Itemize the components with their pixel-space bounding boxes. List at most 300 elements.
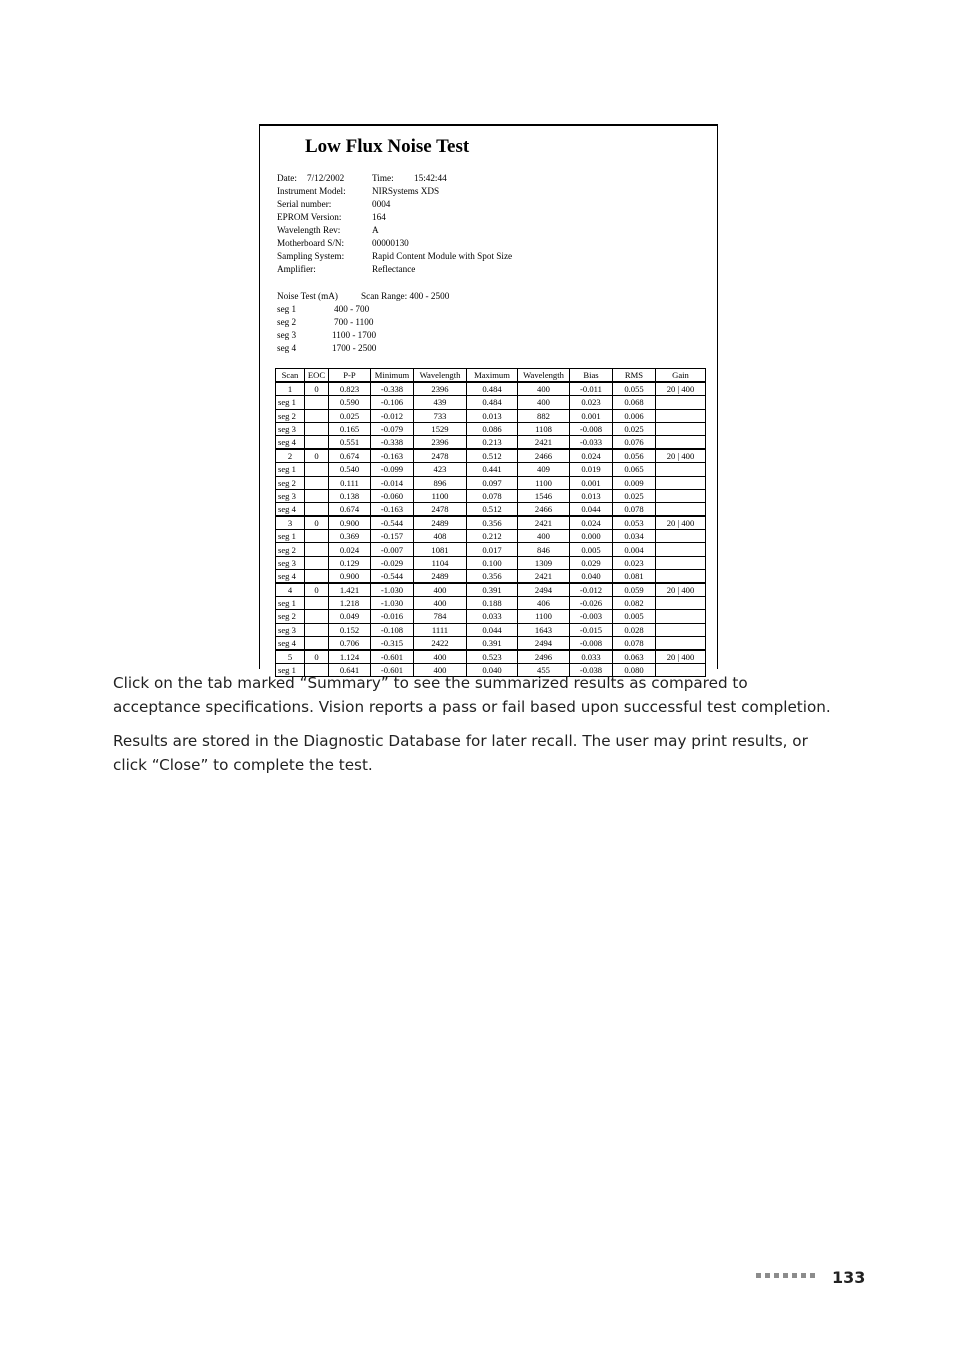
table-cell: 0	[305, 449, 329, 463]
table-cell: -0.038	[570, 664, 613, 677]
table-cell	[305, 597, 329, 610]
report-title: Low Flux Noise Test	[305, 136, 470, 157]
column-header-scan: Scan	[276, 369, 305, 383]
table-cell: 20 | 400	[656, 583, 706, 597]
info-value: 00000130	[372, 238, 409, 248]
info-row-wavelength-rev	[277, 224, 697, 237]
column-header-rms: RMS	[613, 369, 656, 383]
table-cell: seg 2	[276, 409, 305, 422]
table-cell: 0.512	[467, 449, 518, 463]
table-row	[276, 396, 706, 409]
info-label: EPROM Version:	[277, 212, 342, 222]
table-cell: -0.315	[371, 636, 414, 650]
table-cell: 0.078	[613, 636, 656, 650]
table-cell: -0.026	[570, 597, 613, 610]
table-cell: -0.060	[371, 489, 414, 502]
table-cell: 0.065	[613, 463, 656, 476]
table-cell: 0.551	[329, 435, 371, 449]
table-row	[276, 409, 706, 422]
table-cell: 882	[518, 409, 570, 422]
table-cell: 0.006	[613, 409, 656, 422]
table-cell: 0.029	[570, 556, 613, 569]
table-cell: 0.356	[467, 516, 518, 530]
table-cell: -0.338	[371, 382, 414, 396]
table-cell: 0.059	[613, 583, 656, 597]
table-cell: 0.005	[613, 610, 656, 623]
table-cell: -0.157	[371, 530, 414, 543]
table-cell: seg 2	[276, 543, 305, 556]
table-cell: 439	[414, 396, 467, 409]
table-cell: 5	[276, 650, 305, 664]
table-cell: 2494	[518, 583, 570, 597]
table-cell	[305, 556, 329, 569]
table-cell: seg 1	[276, 530, 305, 543]
info-label: Instrument Model:	[277, 186, 346, 196]
table-cell: 1643	[518, 623, 570, 636]
table-cell: -0.007	[371, 543, 414, 556]
table-cell: -0.106	[371, 396, 414, 409]
time-value: 15:42:44	[414, 173, 447, 183]
table-cell: 0.025	[329, 409, 371, 422]
table-cell	[656, 636, 706, 650]
footer-dots-decoration	[756, 1273, 815, 1278]
table-cell: 0.212	[467, 530, 518, 543]
table-header-row	[276, 369, 706, 383]
segment-range: 400 - 700	[334, 304, 370, 314]
column-header-bias: Bias	[570, 369, 613, 383]
column-header-eoc: EOC	[305, 369, 329, 383]
table-cell: 0.900	[329, 569, 371, 583]
table-cell	[305, 502, 329, 516]
table-cell: 1309	[518, 556, 570, 569]
table-cell	[305, 435, 329, 449]
table-cell: 0.019	[570, 463, 613, 476]
table-cell: 2489	[414, 516, 467, 530]
table-cell: seg 4	[276, 569, 305, 583]
table-cell: -0.029	[371, 556, 414, 569]
table-cell: 0	[305, 382, 329, 396]
table-cell: 0.049	[329, 610, 371, 623]
table-row	[276, 610, 706, 623]
table-cell: 0	[305, 516, 329, 530]
table-row	[276, 636, 706, 650]
table-cell: seg 1	[276, 597, 305, 610]
table-cell	[305, 396, 329, 409]
table-cell: 0.590	[329, 396, 371, 409]
table-cell: 0.078	[613, 502, 656, 516]
table-cell: -0.008	[570, 636, 613, 650]
table-cell	[656, 409, 706, 422]
table-cell: 0.024	[570, 449, 613, 463]
table-cell: 2422	[414, 636, 467, 650]
table-cell	[656, 597, 706, 610]
table-cell: 0.076	[613, 435, 656, 449]
table-cell: 0.055	[613, 382, 656, 396]
table-cell	[656, 422, 706, 435]
table-cell: -0.601	[371, 650, 414, 664]
table-row	[276, 435, 706, 449]
table-cell: 0.086	[467, 422, 518, 435]
table-cell	[305, 543, 329, 556]
table-cell: 2478	[414, 449, 467, 463]
table-body	[276, 382, 706, 677]
info-row-eprom-version	[277, 211, 697, 224]
segment-item	[277, 342, 477, 355]
table-cell: -0.016	[371, 610, 414, 623]
table-cell: 0.138	[329, 489, 371, 502]
table-cell: seg 3	[276, 623, 305, 636]
table-cell: 2494	[518, 636, 570, 650]
table-cell: -1.030	[371, 583, 414, 597]
page-number: 133	[832, 1268, 866, 1287]
table-row	[276, 476, 706, 489]
table-cell: seg 3	[276, 556, 305, 569]
info-value: A	[372, 225, 379, 235]
table-cell: 0.356	[467, 569, 518, 583]
table-cell: 846	[518, 543, 570, 556]
table-cell: 0.044	[570, 502, 613, 516]
segment-item	[277, 329, 477, 342]
info-value: NIRSystems XDS	[372, 186, 440, 196]
table-cell: 400	[518, 396, 570, 409]
info-label: Sampling System:	[277, 251, 345, 261]
table-cell: 423	[414, 463, 467, 476]
table-cell: 1529	[414, 422, 467, 435]
table-cell: 0.040	[467, 664, 518, 677]
table-cell: 0.068	[613, 396, 656, 409]
table-cell	[656, 489, 706, 502]
table-cell	[305, 530, 329, 543]
table-cell: 0.369	[329, 530, 371, 543]
table-cell: 2496	[518, 650, 570, 664]
table-cell: 0.044	[467, 623, 518, 636]
table-cell	[305, 569, 329, 583]
table-cell: 0.033	[570, 650, 613, 664]
segment-range: 700 - 1100	[334, 317, 374, 327]
table-cell: 0.641	[329, 664, 371, 677]
table-cell: 400	[414, 597, 467, 610]
column-header-p-p: P-P	[329, 369, 371, 383]
info-row-sampling-system	[277, 250, 697, 263]
date-label: Date:	[277, 173, 297, 183]
table-cell: 1111	[414, 623, 467, 636]
column-header-min-wavelength: Wavelength	[414, 369, 467, 383]
table-row	[276, 516, 706, 530]
paragraph-results-stored: Results are stored in the Diagnostic Database for later recall. The user may print results, or click “Close” to complete the test.	[113, 732, 808, 774]
noise-test-line	[277, 290, 697, 303]
table-cell: 2466	[518, 449, 570, 463]
table-cell: 0.056	[613, 449, 656, 463]
table-cell	[305, 422, 329, 435]
column-header-minimum: Minimum	[371, 369, 414, 383]
table-cell: 0.004	[613, 543, 656, 556]
table-cell: -0.544	[371, 569, 414, 583]
table-cell: 2466	[518, 502, 570, 516]
info-row-instrument-model	[277, 185, 697, 198]
segment-range: 1700 - 2500	[332, 343, 377, 353]
table-cell: 20 | 400	[656, 382, 706, 396]
info-row-amplifier	[277, 263, 697, 276]
instrument-info	[277, 185, 697, 277]
table-cell: 0.080	[613, 664, 656, 677]
table-cell: 0.001	[570, 476, 613, 489]
table-cell	[305, 623, 329, 636]
table-cell: 400	[414, 650, 467, 664]
table-cell: 2396	[414, 382, 467, 396]
table-cell: -0.163	[371, 449, 414, 463]
table-cell: 409	[518, 463, 570, 476]
table-cell: 408	[414, 530, 467, 543]
table-cell: 0.706	[329, 636, 371, 650]
table-cell: 784	[414, 610, 467, 623]
paragraph-summary-tab: Click on the tab marked “Summary” to see the summarized results as compared to acceptance specifications. Vision reports a pass or fail based upon successful test completion.	[113, 674, 831, 716]
table-cell	[305, 636, 329, 650]
table-cell: 455	[518, 664, 570, 677]
table-cell: 0.523	[467, 650, 518, 664]
table-cell: seg 3	[276, 422, 305, 435]
table-cell: -0.014	[371, 476, 414, 489]
table-cell: 0.188	[467, 597, 518, 610]
table-cell	[656, 543, 706, 556]
table-row	[276, 530, 706, 543]
table-row	[276, 382, 706, 396]
table-cell: seg 2	[276, 610, 305, 623]
table-cell: 400	[518, 382, 570, 396]
table-cell	[305, 463, 329, 476]
table-cell: -0.338	[371, 435, 414, 449]
table-row	[276, 569, 706, 583]
table-cell: -0.163	[371, 502, 414, 516]
table-row	[276, 543, 706, 556]
table-cell: 0.111	[329, 476, 371, 489]
table-cell	[656, 610, 706, 623]
table-cell: 0.674	[329, 449, 371, 463]
column-header-gain: Gain	[656, 369, 706, 383]
table-cell: 1	[276, 382, 305, 396]
info-row-serial-number	[277, 198, 697, 211]
table-cell: -0.108	[371, 623, 414, 636]
table-cell: 0.391	[467, 583, 518, 597]
table-cell: -0.601	[371, 664, 414, 677]
table-cell: 0.028	[613, 623, 656, 636]
table-cell: seg 4	[276, 636, 305, 650]
table-cell: 2421	[518, 569, 570, 583]
table-cell	[656, 556, 706, 569]
table-cell: 0.484	[467, 382, 518, 396]
table-row	[276, 502, 706, 516]
table-cell: 0.900	[329, 516, 371, 530]
table-cell: -0.099	[371, 463, 414, 476]
report-screenshot	[259, 124, 718, 676]
table-cell: seg 4	[276, 502, 305, 516]
table-cell: 1.218	[329, 597, 371, 610]
info-value: 0004	[372, 199, 391, 209]
table-row	[276, 463, 706, 476]
table-cell: 0.081	[613, 569, 656, 583]
table-cell: seg 4	[276, 435, 305, 449]
info-row-motherboard-sn	[277, 237, 697, 250]
table-cell: 406	[518, 597, 570, 610]
table-cell: 1108	[518, 422, 570, 435]
segment-label: seg 1	[277, 304, 297, 314]
table-cell	[305, 489, 329, 502]
info-label: Serial number:	[277, 199, 332, 209]
table-cell: 0.000	[570, 530, 613, 543]
table-row	[276, 623, 706, 636]
table-cell: 0.484	[467, 396, 518, 409]
table-cell	[656, 502, 706, 516]
table-cell: 0.512	[467, 502, 518, 516]
table-cell	[656, 435, 706, 449]
table-cell: 1.124	[329, 650, 371, 664]
table-cell: 2421	[518, 516, 570, 530]
table-cell: 1546	[518, 489, 570, 502]
table-cell: 20 | 400	[656, 516, 706, 530]
table-cell: -0.544	[371, 516, 414, 530]
table-cell: 0.024	[570, 516, 613, 530]
table-cell: 2	[276, 449, 305, 463]
table-cell: 2478	[414, 502, 467, 516]
scan-range: Scan Range: 400 - 2500	[361, 291, 450, 301]
table-cell: 20 | 400	[656, 449, 706, 463]
table-cell: 0.097	[467, 476, 518, 489]
info-label: Motherboard S/N:	[277, 238, 345, 248]
table-cell: 0.034	[613, 530, 656, 543]
table-cell: 0.023	[613, 556, 656, 569]
noise-test-label: Noise Test (mA)	[277, 291, 338, 301]
table-row	[276, 650, 706, 664]
table-cell: 0.674	[329, 502, 371, 516]
table-cell: 2489	[414, 569, 467, 583]
table-cell: 0.152	[329, 623, 371, 636]
table-cell: -0.011	[570, 382, 613, 396]
table-cell: 2421	[518, 435, 570, 449]
table-cell: -0.079	[371, 422, 414, 435]
table-cell: 0	[305, 650, 329, 664]
table-cell: 0.823	[329, 382, 371, 396]
table-cell: seg 3	[276, 489, 305, 502]
date-time-line	[277, 172, 697, 185]
table-cell: 20 | 400	[656, 650, 706, 664]
table-cell: -0.012	[371, 409, 414, 422]
table-cell: 733	[414, 409, 467, 422]
table-cell: 400	[414, 664, 467, 677]
table-cell	[656, 623, 706, 636]
table-cell: seg 1	[276, 396, 305, 409]
table-cell: -0.033	[570, 435, 613, 449]
table-row	[276, 597, 706, 610]
table-cell: 0.053	[613, 516, 656, 530]
table-cell: -0.003	[570, 610, 613, 623]
table-cell	[305, 476, 329, 489]
date-value: 7/12/2002	[307, 173, 345, 183]
segment-label: seg 4	[277, 343, 297, 353]
column-header-max-wavelength: Wavelength	[518, 369, 570, 383]
table-cell: 0.165	[329, 422, 371, 435]
table-cell: 0.082	[613, 597, 656, 610]
table-cell: 0.040	[570, 569, 613, 583]
segment-label: seg 2	[277, 317, 297, 327]
table-cell	[656, 530, 706, 543]
table-cell: 0.213	[467, 435, 518, 449]
table-cell: seg 1	[276, 664, 305, 677]
table-cell: 4	[276, 583, 305, 597]
table-cell: 0	[305, 583, 329, 597]
table-cell: 1104	[414, 556, 467, 569]
table-cell	[656, 396, 706, 409]
table-cell: seg 1	[276, 463, 305, 476]
table-cell: 0.441	[467, 463, 518, 476]
table-cell: 0.005	[570, 543, 613, 556]
table-cell: 0.009	[613, 476, 656, 489]
table-cell: 0.001	[570, 409, 613, 422]
segment-item	[277, 303, 477, 316]
table-cell: 400	[414, 583, 467, 597]
table-cell: 896	[414, 476, 467, 489]
table-row	[276, 422, 706, 435]
info-value: Reflectance	[372, 264, 416, 274]
table-cell: 1081	[414, 543, 467, 556]
table-cell: 0.025	[613, 489, 656, 502]
table-cell: 0.078	[467, 489, 518, 502]
segment-range: 1100 - 1700	[332, 330, 377, 340]
table-cell: 0.100	[467, 556, 518, 569]
table-row	[276, 449, 706, 463]
segment-label: seg 3	[277, 330, 297, 340]
table-cell	[656, 463, 706, 476]
table-cell: 0.025	[613, 422, 656, 435]
table-cell: 0.013	[570, 489, 613, 502]
table-cell: 3	[276, 516, 305, 530]
table-row	[276, 556, 706, 569]
table-cell	[656, 476, 706, 489]
info-label: Amplifier:	[277, 264, 316, 274]
segment-item	[277, 316, 477, 329]
info-label: Wavelength Rev:	[277, 225, 341, 235]
table-cell: 1100	[518, 610, 570, 623]
table-row	[276, 583, 706, 597]
column-header-maximum: Maximum	[467, 369, 518, 383]
segment-list	[277, 303, 477, 357]
table-cell: 1100	[414, 489, 467, 502]
table-cell: 0.391	[467, 636, 518, 650]
table-cell: 1.421	[329, 583, 371, 597]
time-label: Time:	[372, 173, 394, 183]
table-cell: seg 2	[276, 476, 305, 489]
table-cell: 0.129	[329, 556, 371, 569]
table-cell	[656, 569, 706, 583]
table-cell: 2396	[414, 435, 467, 449]
table-cell: 1100	[518, 476, 570, 489]
table-cell: 0.540	[329, 463, 371, 476]
noise-results-table	[275, 368, 706, 677]
table-cell: 0.033	[467, 610, 518, 623]
table-cell: 0.023	[570, 396, 613, 409]
table-cell: -1.030	[371, 597, 414, 610]
table-cell: 0.017	[467, 543, 518, 556]
table-cell: -0.008	[570, 422, 613, 435]
table-cell: 0.063	[613, 650, 656, 664]
table-cell: 400	[518, 530, 570, 543]
table-row	[276, 489, 706, 502]
table-cell: -0.015	[570, 623, 613, 636]
table-cell: 0.024	[329, 543, 371, 556]
info-value: 164	[372, 212, 386, 222]
table-cell	[305, 409, 329, 422]
info-value: Rapid Content Module with Spot Size	[372, 251, 513, 261]
table-cell: 0.013	[467, 409, 518, 422]
table-cell: -0.012	[570, 583, 613, 597]
